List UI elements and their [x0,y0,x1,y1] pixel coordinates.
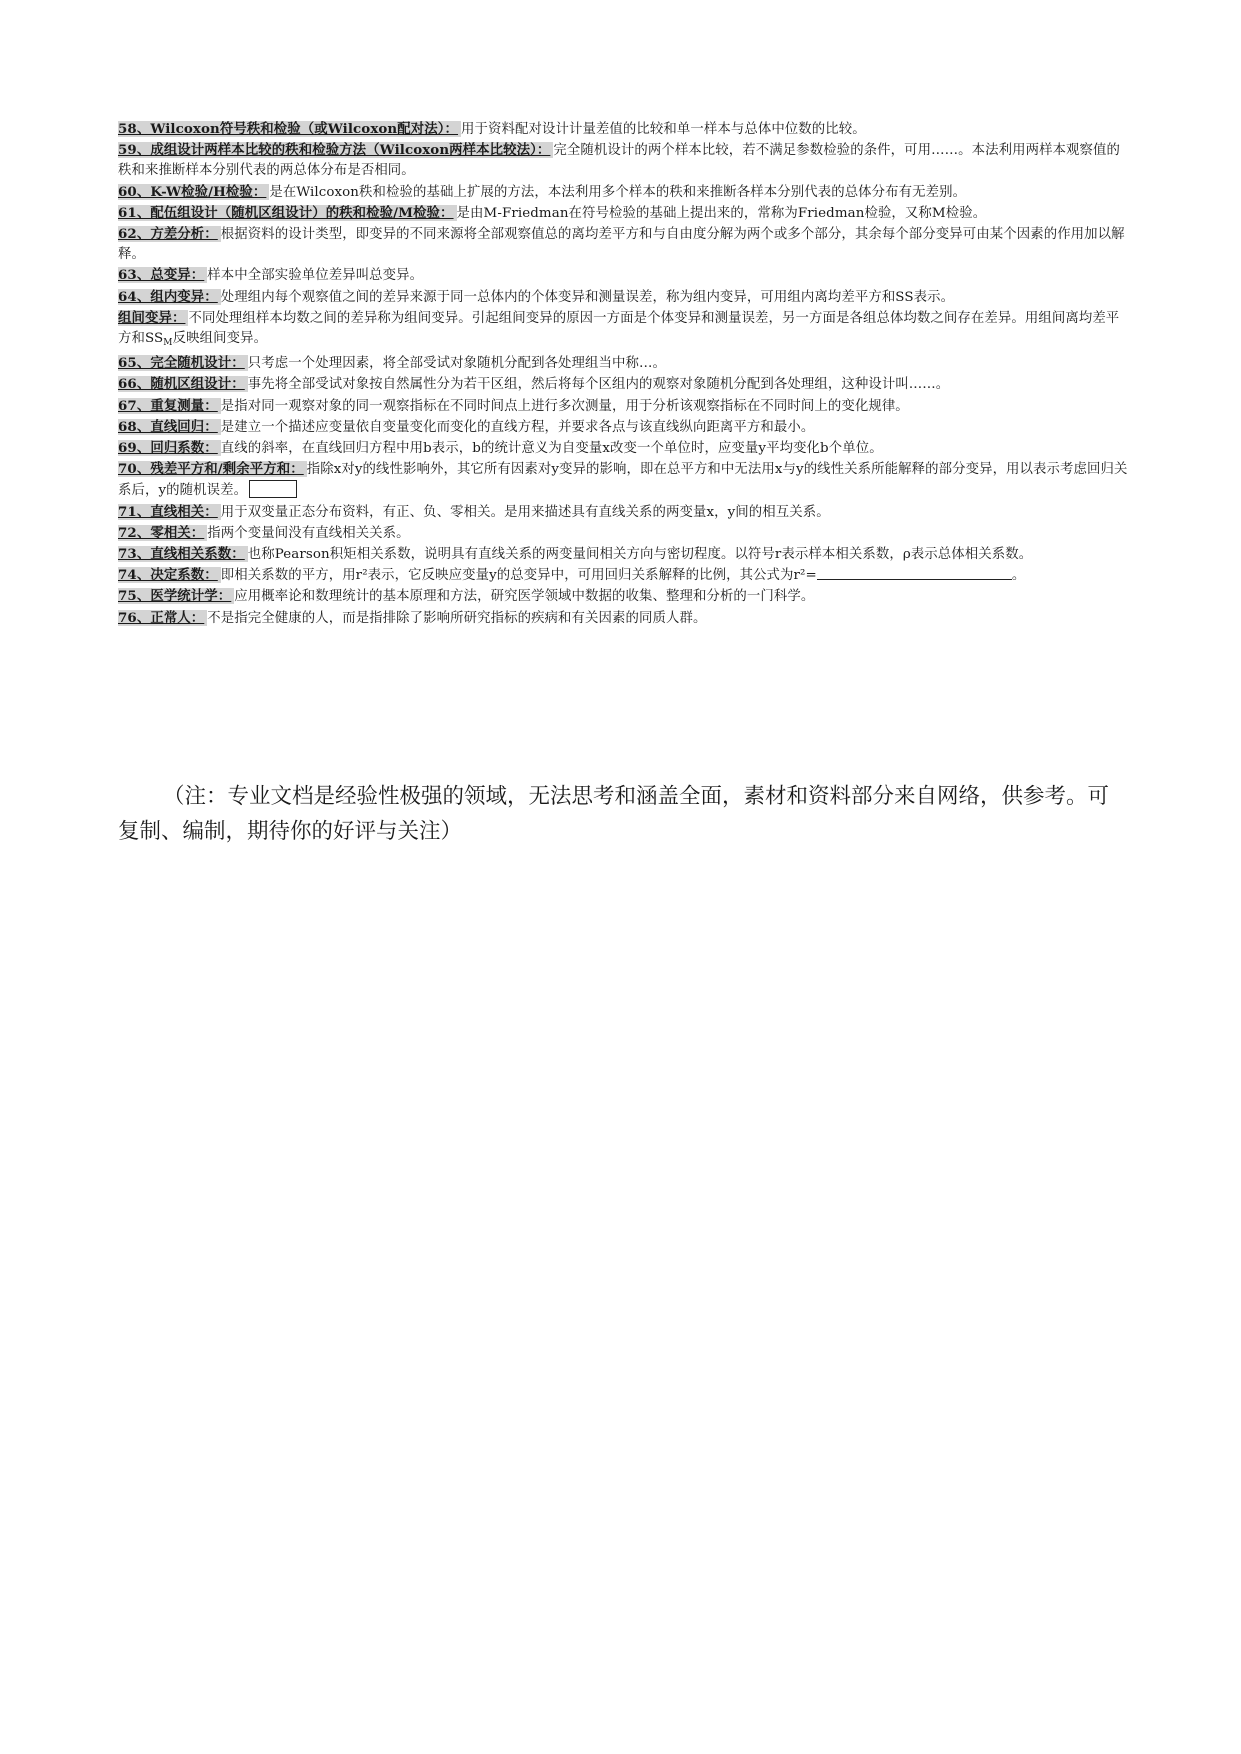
entry-64 [118,287,1128,308]
definition: 事先将全部受试对象按自然属性分为若干区组，然后将每个区组内的观察对象随机分配到各处理组，这种设计叫……。 [247,377,950,393]
definition: 处理组内每个观察值之间的差异来源于同一总体内的个体变异和测量误差，称为组内变异，可用组内离均差平方和SS表示。 [220,289,955,305]
empty-box [249,480,297,498]
term: 73、直线相关系数： [118,546,248,562]
definition: 是指对同一观察对象的同一观察指标在不同时间点上进行多次测量，用于分析该观察指标在不同时间上的变化规律。 [220,398,909,414]
term: 75、医学统计学： [118,588,234,604]
entry-58 [118,119,1128,140]
definition: 样本中全部实验单位差异叫总变异。 [207,268,424,284]
definition: 是在Wilcoxon秩和检验的基础上扩展的方法，本法利用多个样本的秩和来推断各样本分别代表的总体分布有无差别。 [269,184,967,200]
term: 59、成组设计两样本比较的秩和检验方法（Wilcoxon两样本比较法）： [118,142,553,158]
entry-68 [118,417,1128,438]
term: 组间变异： [118,310,188,326]
definition: 不同处理组样本均数之间的差异称为组间变异。引起组间变异的原因一方面是个体变异和测量误差，另一方面是各组总体均数之间存在差异。用组间离均差平方和SS [118,310,1120,347]
entry-61 [118,203,1128,224]
definition: 用于双变量正态分布资料，有正、负、零相关。是用来描述具有直线关系的两变量x，y间的相互关系。 [220,504,830,520]
term: 68、直线回归： [118,419,221,435]
term: 76、正常人： [118,610,207,626]
glossary-list [118,119,1128,629]
term: 74、决定系数： [118,567,221,583]
entry-between-group-variation [118,308,1128,353]
definition: 只考虑一个处理因素，将全部受试对象随机分配到各处理组当中称…。 [247,356,666,372]
term: 69、回归系数： [118,440,221,456]
entry-76 [118,608,1128,629]
entry-66 [118,374,1128,395]
definition: 用于资料配对设计计量差值的比较和单一样本与总体中位数的比较。 [461,122,866,137]
term: 62、方差分析： [118,226,221,242]
term: 66、随机区组设计： [118,376,248,392]
entry-71 [118,502,1128,523]
definition: 指两个变量间没有直线相关关系。 [207,525,410,541]
definition: 是由M-Friedman在符号检验的基础上提出来的，常称为Friedman检验，又称M检验。 [456,205,987,221]
term: 67、重复测量： [118,398,221,414]
definition: 是建立一个描述应变量依自变量变化而变化的直线方程，并要求各点与该直线纵向距离平方和最小。 [220,419,815,435]
term: 63、总变异： [118,267,207,283]
definition: 完全随机设计的两个样本比较，若不满足参数检验的条件，可用……。本法利用两样本观察值的秩和来推断样本分别代表的两总体分布是否相同。 [118,143,1121,179]
entry-59 [118,140,1128,181]
term: 72、零相关： [118,525,207,541]
definition: 不是指完全健康的人，而是指排除了影响所研究指标的疾病和有关因素的同质人群。 [207,610,707,626]
definition: 根据资料的设计类型，即变异的不同来源将全部观察值总的离均差平方和与自由度分解为两个或多个部分，其余每个部分变异可由某个因素的作用加以解释。 [118,227,1125,263]
term: 70、残差平方和/剩余平方和： [118,461,307,477]
entry-73 [118,544,1128,565]
period: 。 [1011,568,1026,584]
entry-65 [118,353,1128,374]
entry-74 [118,565,1128,586]
definition: 也称Pearson积矩相关系数，说明具有直线关系的两变量间相关方向与密切程度。以符号r表示样本相关系数，ρ表示总体相关系数。 [247,547,1033,563]
entry-69 [118,438,1128,459]
entry-63 [118,265,1128,286]
term: 71、直线相关： [118,504,221,520]
definition-end: 反映组间变异。 [172,331,268,347]
entry-75 [118,586,1128,607]
term: 64、组内变异： [118,289,221,305]
definition: 指除x对y的线性影响外，其它所有因素对y变异的影响，即在总平方和中无法用x与y的线性关系所能解释的部分变异，用以表示考虑回归关系后，y的随机误差。 [118,462,1128,499]
term: 61、配伍组设计（随机区组设计）的秩和检验/M检验： [118,205,457,221]
footnote: （注：专业文档是经验性极强的领域，无法思考和涵盖全面，素材和资料部分来自网络，供参考。可复制、编制，期待你的好评与关注） [118,783,1110,844]
entry-70 [118,459,1128,501]
definition: 应用概率论和数理统计的基本原理和方法，研究医学领域中数据的收集、整理和分析的一门科学。 [234,589,815,605]
subscript: M [163,338,173,349]
formula-blank [817,567,1012,580]
entry-67 [118,396,1128,417]
term: 65、完全随机设计： [118,355,248,371]
definition: 直线的斜率，在直线回归方程中用b表示，b的统计意义为自变量x改变一个单位时，应变量y平均变化b个单位。 [220,441,883,457]
entry-62 [118,224,1128,265]
entry-60 [118,182,1128,203]
term: 58、Wilcoxon符号秩和检验（或Wilcoxon配对法）： [118,121,461,137]
term: 60、K-W检验/H检验： [118,184,269,200]
entry-72 [118,523,1128,544]
definition: 即相关系数的平方，用r²表示，它反映应变量y的总变异中，可用回归关系解释的比例，其公式为r²= [220,568,817,584]
